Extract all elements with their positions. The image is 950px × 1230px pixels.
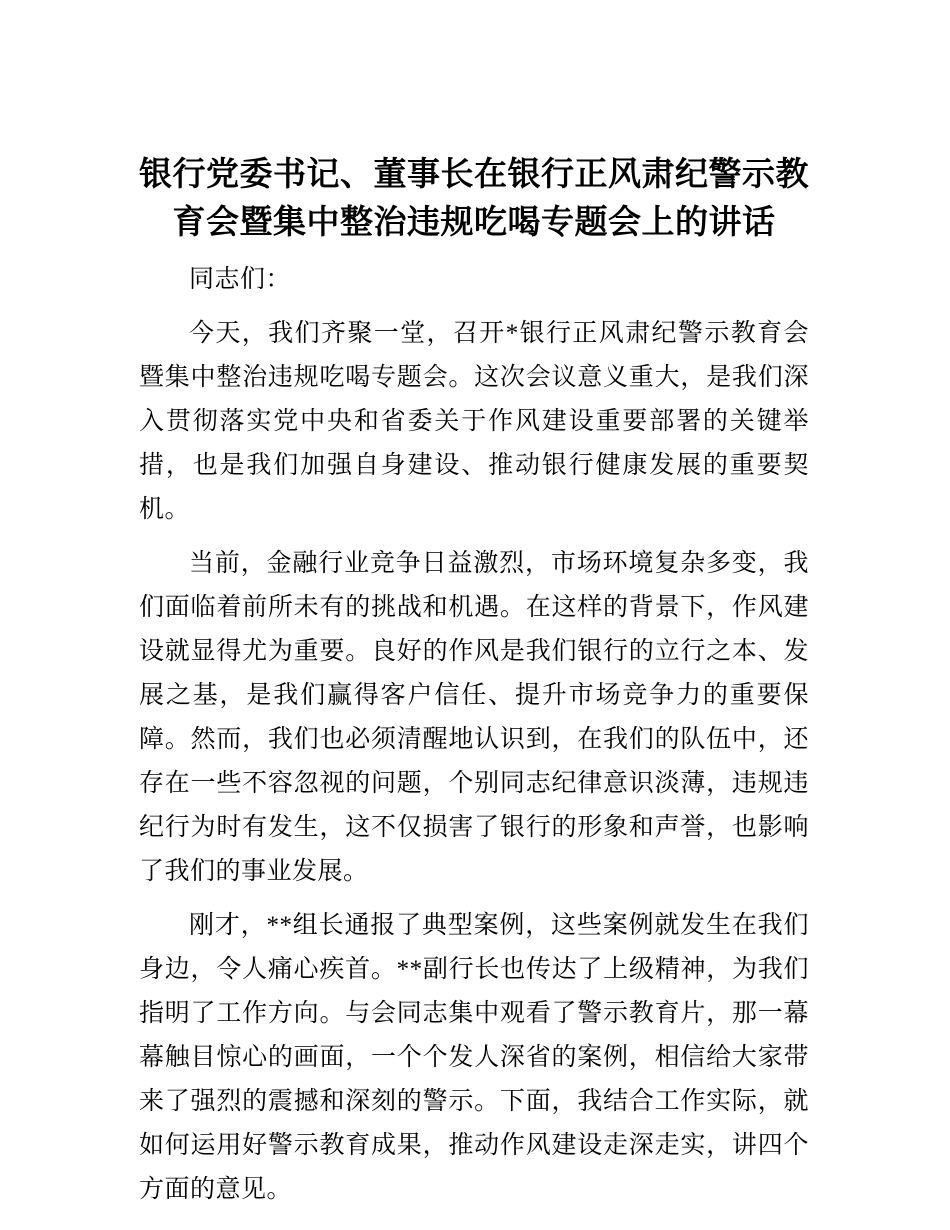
paragraph-salutation: 同志们：	[189, 266, 292, 293]
paragraph-industry-situation: 当前，金融行业竞争日益激烈，市场环境复杂多变，我们面临着前所未有的挑战和机遇。在这样的背景下，作风建设就显得尤为重要。良好的作风是我们银行的立行之本、发展之基，是我们赢得客户信任、提升市场竞争力的重要保障。然而，我们也必须清醒地认识到，在我们的队伍中，还存在一些不容忽视的问题，个别同志纪律意识淡薄，违规违纪行为时有发生，这不仅损害了银行的形象和声誉，也影响了我们的事业发展。	[139, 550, 809, 885]
document-title	[139, 150, 809, 246]
paragraph-meeting-significance: 今天，我们齐聚一堂，召开*银行正风肃纪警示教育会暨集中整治违规吃喝专题会。这次会议意义重大，是我们深入贯彻落实党中央和省委关于作风建设重要部署的关键举措，也是我们加强自身建设、推动银行健康发展的重要契机。	[139, 320, 809, 523]
title-line-1: 银行党委书记、董事长在银行正风肃纪警示教	[139, 155, 809, 192]
paragraph-case-briefing: 刚才，**组长通报了典型案例，这些案例就发生在我们身边，令人痛心疾首。**副行长也传达了上级精神，为我们指明了工作方向。与会同志集中观看了警示教育片，那一幕幕触目惊心的画面，一个个发人深省的案例，相信给大家带来了强烈的震撼和深刻的警示。下面，我结合工作实际，就如何运用好警示教育成果，推动作风建设走深走实，讲四个方面的意见。	[139, 912, 809, 1203]
title-line-2: 育会暨集中整治违规吃喝专题会上的讲话	[172, 203, 776, 240]
